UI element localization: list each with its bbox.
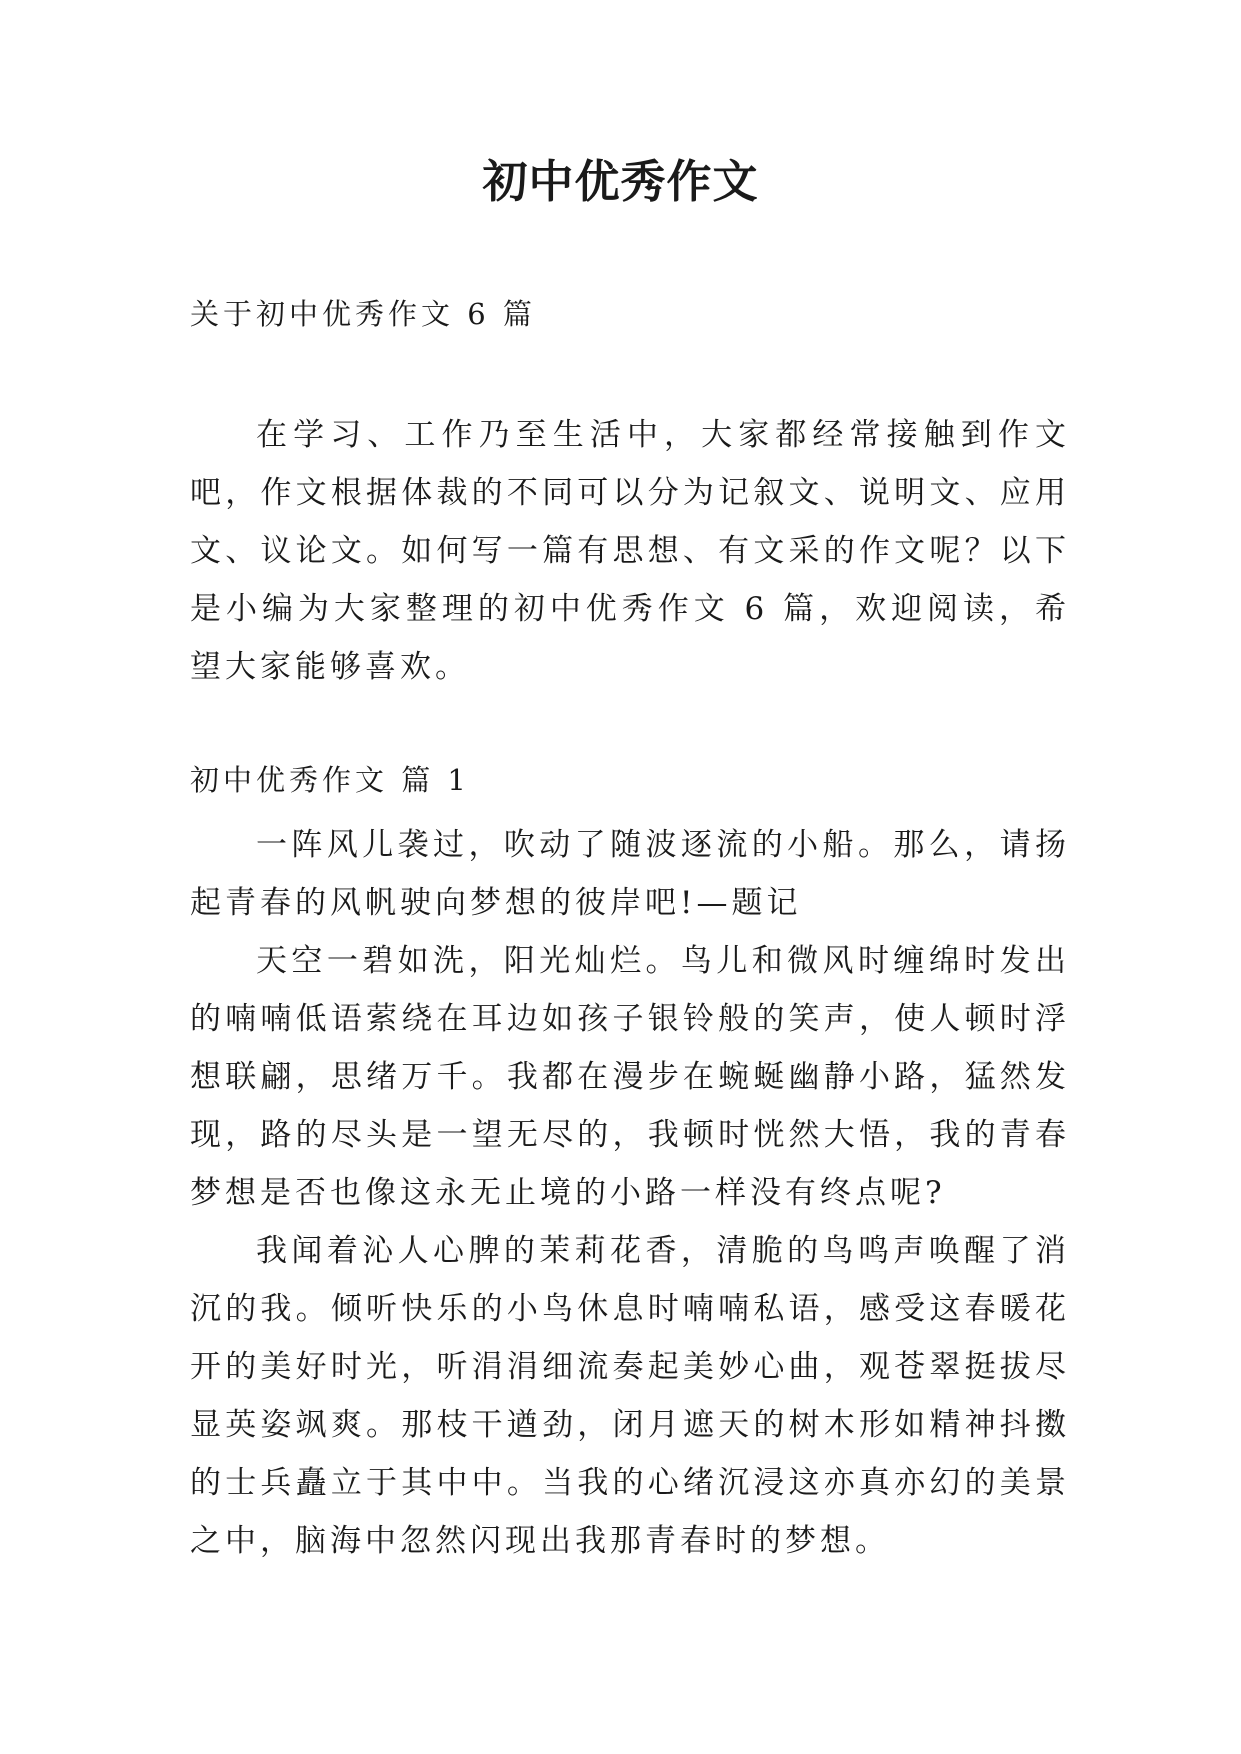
document-title: 初中优秀作文 [482, 155, 759, 208]
document-subtitle: 关于初中优秀作文 6 篇 [190, 297, 536, 331]
intro-paragraph: 在学习、工作乃至生活中，大家都经常接触到作文吧，作文根据体裁的不同可以分为记叙文、说明文、应用文、议论文。如何写一篇有思想、有文采的作文呢？以下是小编为大家整理的初中优秀作文 6 篇，欢迎阅读，希望大家能够喜欢。 [190, 417, 1070, 685]
body-paragraph-2: 天空一碧如洗，阳光灿烂。鸟儿和微风时缠绵时发出的喃喃低语萦绕在耳边如孩子银铃般的笑声，使人顿时浮想联翩，思绪万千。我都在漫步在蜿蜒幽静小路，猛然发现，路的尽头是一望无尽的，我顿时恍然大悟，我的青春梦想是否也像这永无止境的小路一样没有终点呢? [190, 943, 1070, 1211]
intro-block [190, 406, 1070, 696]
body-paragraph-1: 一阵风儿袭过，吹动了随波逐流的小船。那么，请扬起青春的风帆驶向梦想的彼岸吧!—题记 [190, 827, 1070, 921]
body-paragraph-3: 我闻着沁人心脾的茉莉花香，清脆的鸟鸣声唤醒了消沉的我。倾听快乐的小鸟休息时喃喃私语，感受这春暖花开的美好时光，听涓涓细流奏起美妙心曲，观苍翠挺拔尽显英姿飒爽。那枝干遒劲，闭月遮天的树木形如精神抖擞的士兵矗立于其中中。当我的心绪沉浸这亦真亦幻的美景之中，脑海中忽然闪现出我那青春时的梦想。 [190, 1233, 1070, 1559]
section-body-1 [190, 816, 1070, 1570]
section-heading-1: 初中优秀作文 篇 1 [190, 763, 470, 797]
